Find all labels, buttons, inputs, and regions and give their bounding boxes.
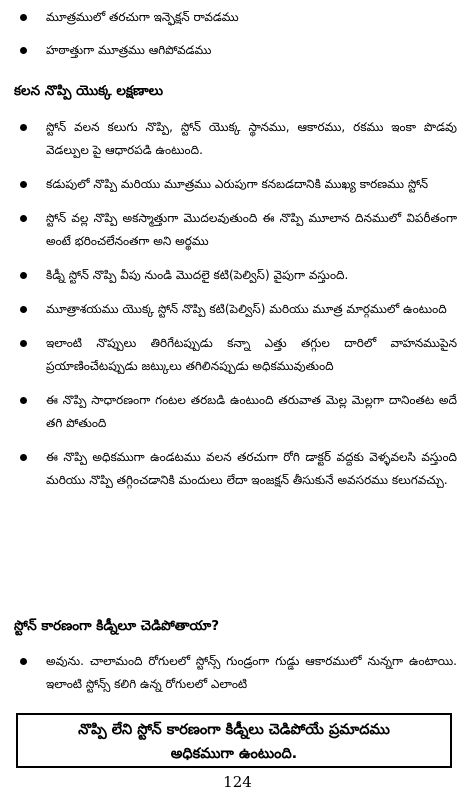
- bullet-icon: [20, 340, 27, 347]
- list-item-text: ఈ నొప్పి అధికముగా ఉండటము వలన తరచుగా రోగి డాక్టర్ వద్దకు వెళ్ళవలసి వస్తుంది మరియు నొప్పి తగ్గించడానికి మందులు లేదా ఇంజక్షన్ తీసుకునే అవసరము కలుగవచ్చు.: [46, 450, 457, 487]
- bullet-icon: [20, 124, 27, 131]
- list-item-text: కడుపులో నొప్పి మరియు మూత్రము ఎరుపుగా కనబడదానికి ముఖ్య కారణము స్టోన్: [46, 177, 429, 191]
- bullet-icon: [20, 215, 27, 222]
- list-item: [0, 173, 475, 196]
- list-item-text: హఠాత్తుగా మూత్రము ఆగిపోవడము: [46, 43, 212, 57]
- bullet-icon: [20, 454, 27, 461]
- callout-line-1: నొప్పి లేని స్టోన్ కారణంగా కిడ్నీలు చెడిపోయే ప్రమాదము: [78, 722, 390, 738]
- list-item: [0, 116, 475, 162]
- bullet-icon: [20, 397, 27, 404]
- list-item: [0, 264, 475, 287]
- list-item-text: మూత్రములో తరచుగా ఇన్ఫెక్షన్ రావడము: [46, 10, 239, 24]
- bullet-icon: [20, 47, 27, 54]
- list-item-text: స్టోన్ వలన కలుగు నొప్పి, స్టోన్ యొక్క స్థానము, ఆకారము, రకము ఇంకా పొడవు వెడల్పుల పై ఆధారపడి ఉంటుంది.: [46, 120, 457, 157]
- list-item-text: ఇలాంటి నొప్పులు తిరిగేటప్పుడు కన్నా ఎత్తు తగ్గుల దారిలో వాహనముపైన ప్రయాణించేటప్పుడు జట్కులు తగిలినప్పుడు అధికమువుతుంది: [46, 336, 457, 373]
- list-item: [0, 39, 475, 62]
- highlight-callout-box: [16, 713, 452, 768]
- list-item: [0, 389, 475, 435]
- callout-line-2: అధికముగా ఉంటుంది.: [170, 746, 298, 762]
- list-item-text: కిడ్నీ స్టోన్ నొప్పి వీపు నుండి మొదలై కటి(పెల్విస్) వైపుగా వస్తుంది.: [46, 268, 349, 282]
- kidney-damage-list: [0, 650, 475, 696]
- list-item: [0, 446, 475, 492]
- symptom-list: [0, 116, 475, 492]
- bullet-icon: [20, 658, 27, 665]
- list-item-text: మూత్రాశయము యొక్క స్టోన్ నొప్పి కటి(పెల్విస్) మరియు మూత్ర మార్గములో ఉంటుంది: [46, 302, 447, 316]
- list-item: [0, 6, 475, 29]
- list-item: [0, 650, 475, 696]
- bullet-icon: [20, 14, 27, 21]
- bullet-icon: [20, 272, 27, 279]
- list-item-text: ఈ నొప్పి సాధారణంగా గంటల తరబడి ఉంటుంది తరువాత మెల్ల మెల్లగా దానింతట అదే తగి పోతుంది: [46, 393, 457, 430]
- page-number: 124: [223, 773, 252, 791]
- list-item: [0, 332, 475, 378]
- symptom-list-top: [0, 6, 475, 62]
- list-item-text: స్టోన్ వల్ల నొప్పి అకస్మాత్తుగా మొదలవుతుంది ఈ నొప్పి మూలాన దినములో విపరీతంగా అంటే భరించలేనంతగా అని అర్థము: [46, 211, 457, 248]
- section-heading-kidney-damage: స్టోన్ కారణంగా కిడ్నీలూ చెడిపోతాయా?: [14, 618, 220, 634]
- list-item-text: అవును. చాలామంది రోగులలో స్టోన్స్ గుండ్రంగా గుడ్డు ఆకారములో నున్నగా ఉంటాయి. ఇలాంటి స్టోన్స్ కలిగి ఉన్న రోగులలో ఎలాంటి: [46, 654, 457, 691]
- bullet-icon: [20, 306, 27, 313]
- list-item: [0, 298, 475, 321]
- bullet-icon: [20, 181, 27, 188]
- list-item: [0, 207, 475, 253]
- section-heading-symptoms: కలన నొప్పి యొక్క లక్షణాలు: [14, 83, 163, 99]
